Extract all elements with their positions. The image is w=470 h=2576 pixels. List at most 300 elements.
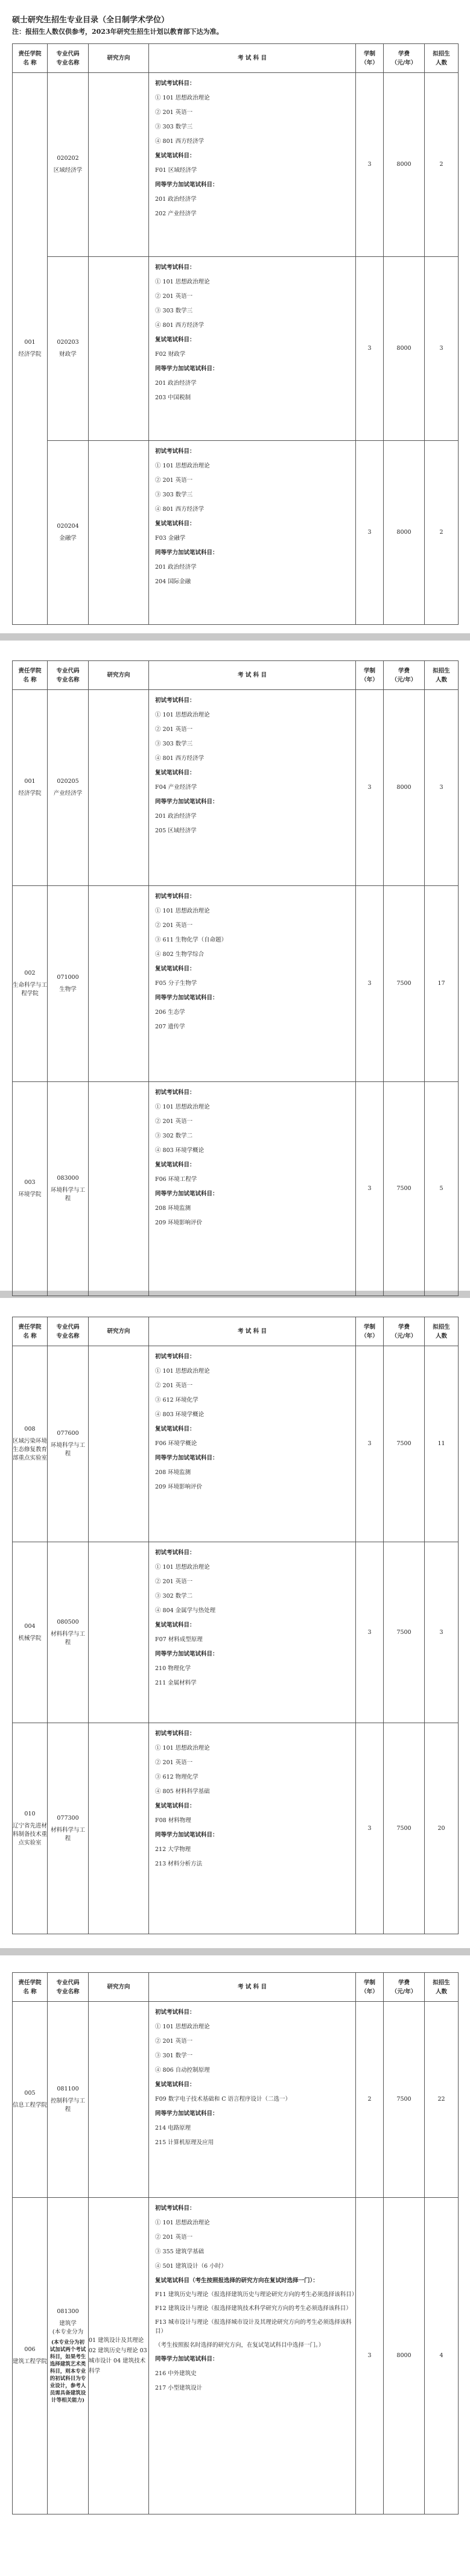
subject-item: ① 101 思想政治理论: [155, 1104, 210, 1110]
subject-item: F09 数字电子技术基础和 C 语言程序设计（二选一）: [155, 2096, 291, 2103]
header-quota-line: 人数: [435, 1332, 447, 1340]
page-title: 硕士研究生招生专业目录（全日制学术学位）: [12, 16, 170, 25]
header-college-line: 名 称: [23, 1332, 37, 1340]
subject-item: ② 201 英语一: [155, 1382, 193, 1389]
subject-item: 210 物理化学: [155, 1665, 191, 1672]
major-code: 020204: [57, 523, 79, 530]
major-cell: [48, 1542, 89, 1723]
header-subjects: [149, 44, 356, 73]
college-name: 信息工程学院: [13, 2102, 48, 2109]
header-fee-line: 学费: [398, 1979, 410, 1986]
subject-item: F01 区域经济学: [155, 167, 197, 174]
header-college: [13, 44, 48, 73]
subject-item: ① 101 思想政治理论: [155, 1564, 210, 1571]
catalog-table: [12, 660, 459, 1296]
direction-cell: [89, 1723, 149, 1934]
header-length: [356, 44, 384, 73]
college-code: 001: [24, 778, 36, 785]
subject-heading: 初试考试科目：: [155, 1549, 195, 1556]
header-length-line: （年）: [361, 59, 378, 66]
college-cell: [13, 2198, 48, 2514]
quota-cell: 2: [425, 73, 459, 257]
subjects-cell: [149, 2198, 356, 2514]
subject-item: ② 201 英语一: [155, 922, 193, 929]
subject-item: ④ 806 自动控制原理: [155, 2067, 210, 2074]
subject-item: ① 101 思想政治理论: [155, 1745, 210, 1752]
major-name: 程: [65, 1451, 71, 1457]
quota-cell: 3: [425, 690, 459, 886]
major-name: 金融学: [59, 535, 77, 542]
header-major: [48, 1317, 89, 1346]
subject-heading: 同等学力加试笔试科目：: [155, 2356, 218, 2362]
major-name: 控制科学与工: [50, 2098, 85, 2104]
subject-item: ④ 801 西方经济学: [155, 755, 205, 762]
header-fee-line: （元/年）: [391, 59, 417, 66]
header-subjects: [149, 1973, 356, 2002]
header-length-line: 学制: [363, 50, 375, 57]
subject-heading: 同等学力加试笔试科目：: [155, 799, 218, 805]
subjects-cell: [149, 1542, 356, 1723]
college-code: 005: [24, 2090, 36, 2097]
major-name: 环境科学与工: [50, 1187, 85, 1194]
subject-item: F12 建筑设计与理论（报选择建筑技术科学研究方向的考生必须选择该科目）: [155, 2305, 352, 2312]
subject-item: 203 中国税制: [155, 394, 191, 401]
length-cell: 3: [356, 1346, 384, 1542]
table-row: [13, 886, 459, 1082]
major-name: 产业经济学: [53, 790, 83, 797]
college-code: 008: [24, 1426, 36, 1432]
subject-item: 213 材料分析方法: [155, 1861, 203, 1867]
major-cell: [48, 886, 89, 1082]
subject-heading: 复试笔试科目：: [155, 1803, 195, 1809]
subject-heading: 同等学力加试笔试科目：: [155, 2110, 218, 2117]
header-direction: [89, 44, 149, 73]
subject-heading: 复试笔试科目：: [155, 1162, 195, 1168]
length-cell: 3: [356, 1082, 384, 1296]
college-cell: [13, 1346, 48, 1542]
header-major: [48, 1973, 89, 2002]
header-major-line: 专业代码: [56, 1979, 80, 1986]
header-college-line: 名 称: [23, 1988, 37, 1995]
subject-heading: 初试考试科目：: [155, 893, 195, 900]
subject-heading: 同等学力加试笔试科目：: [155, 1191, 218, 1197]
header-major: [48, 661, 89, 690]
major-code: 077600: [57, 1430, 79, 1437]
subject-heading: 复试笔试科目：: [155, 521, 195, 527]
subject-item: 202 产业经济学: [155, 210, 197, 217]
subject-item: ① 101 思想政治理论: [155, 95, 210, 101]
college-name: 辽宁省先进材: [13, 1822, 48, 1829]
quota-cell: 20: [425, 1723, 459, 1934]
header-quota-line: 拟招生: [433, 667, 450, 674]
subjects-cell: [149, 2002, 356, 2198]
college-cell: [13, 886, 48, 1082]
header-subjects-line: 考 试 科 目: [238, 672, 267, 679]
direction-cell: [89, 1542, 149, 1723]
subject-heading: 同等学力加试笔试科目：: [155, 549, 218, 556]
subject-item: F03 金融学: [155, 535, 186, 542]
subject-item: ④ 802 生物学综合: [155, 951, 205, 958]
table-row: [13, 257, 459, 441]
header-fee-line: 学费: [398, 50, 410, 57]
table-row: [13, 73, 459, 257]
subject-item: F07 材料成型原理: [155, 1636, 203, 1643]
page-note: 注：报招生人数仅供参考，2023年研究生招生计划以教育部下达为准。: [12, 28, 223, 36]
subject-item: ② 201 英语一: [155, 1578, 193, 1585]
direction-cell: [89, 257, 149, 441]
header-fee-line: 学费: [398, 667, 410, 674]
subject-item: 214 电路原理: [155, 2125, 191, 2131]
header-length: [356, 1973, 384, 2002]
subjects-cell: [149, 1346, 356, 1542]
college-code: 002: [24, 970, 36, 976]
subject-heading: 同等学力加试笔试科目：: [155, 182, 218, 188]
header-major-line: 专业名称: [56, 1988, 80, 1995]
subjects-cell: [149, 690, 356, 886]
major-code: 083000: [57, 1175, 79, 1182]
subject-item: F13 城市设计与理论（报选择城市设计及其理论研究方向的考生必须选择该科目）: [155, 2319, 352, 2335]
header-length-line: （年）: [361, 1332, 378, 1340]
major-code: 020203: [57, 339, 79, 346]
header-college-line: 责任学院: [18, 1323, 42, 1331]
subjects-cell: [149, 886, 356, 1082]
subject-item: ④ 803 环境学概论: [155, 1147, 205, 1154]
header-subjects: [149, 661, 356, 690]
header-length: [356, 661, 384, 690]
subject-item: ③ 303 数学三: [155, 308, 193, 314]
header-major-line: 专业名称: [56, 676, 80, 683]
major-cell: [48, 441, 89, 625]
subject-item: 209 环境影响评价: [155, 1484, 203, 1490]
subject-item: 201 政治经济学: [155, 564, 197, 571]
header-subjects-line: 考 试 科 目: [238, 55, 267, 62]
fee-cell: 7500: [384, 1723, 425, 1934]
header-quota-line: 人数: [435, 1988, 447, 1995]
length-cell: 3: [356, 1542, 384, 1723]
subject-item: ④ 801 西方经济学: [155, 138, 205, 145]
header-college: [13, 1317, 48, 1346]
header-direction-line: 研究方向: [107, 55, 130, 62]
subjects-cell: [149, 73, 356, 257]
major-code: 081300: [57, 2308, 79, 2315]
major-cell: [48, 257, 89, 441]
header-fee-line: （元/年）: [391, 676, 417, 683]
header-subjects-line: 考 试 科 目: [238, 1984, 267, 1990]
subjects-cell: [149, 1082, 356, 1296]
subject-item: ② 201 英语一: [155, 726, 193, 733]
header-college: [13, 1973, 48, 2002]
subject-item: ② 201 英语一: [155, 109, 193, 116]
major-name: 材料科学与工: [50, 1630, 85, 1638]
subject-item: ③ 355 建筑学基础: [155, 2248, 205, 2255]
major-code: 080500: [57, 1618, 79, 1625]
subject-item: F08 材料物理: [155, 1817, 191, 1824]
subject-heading: 复试笔试科目：: [155, 770, 195, 776]
page-separator: [0, 633, 470, 641]
header-major-line: 专业名称: [56, 59, 80, 66]
table-row: [13, 690, 459, 886]
subject-heading: 同等学力加试笔试科目：: [155, 1651, 218, 1657]
college-name: 经济学院: [18, 351, 42, 358]
subject-item: ③ 303 数学三: [155, 492, 193, 498]
college-cell: [13, 2002, 48, 2198]
subject-item: F02 财政学: [155, 351, 186, 358]
subject-item: ① 101 思想政治理论: [155, 2024, 210, 2030]
header-fee: [384, 661, 425, 690]
direction-cell: [89, 886, 149, 1082]
subject-item: ③ 301 数学一: [155, 2052, 193, 2059]
direction-cell: [89, 690, 149, 886]
quota-cell: 5: [425, 1082, 459, 1296]
subject-item: F06 环境工程学: [155, 1176, 197, 1183]
subject-heading: 复试笔试科目：: [155, 1426, 195, 1432]
header-length-line: 学制: [363, 1979, 375, 1986]
direction-cell: [89, 1346, 149, 1542]
length-cell: 3: [356, 257, 384, 441]
subject-item: F06 环境学概论: [155, 1440, 197, 1447]
subject-item: （考生按照报名时选择的研究方向，在复试笔试科目中选择一门。）: [155, 2342, 325, 2349]
header-fee: [384, 1317, 425, 1346]
subject-item: ① 101 思想政治理论: [155, 279, 210, 285]
college-cell: [13, 1082, 48, 1296]
header-quota-line: 拟招生: [433, 50, 450, 57]
header-direction: [89, 1973, 149, 2002]
college-name: 建筑工程学院: [13, 2358, 48, 2365]
college-code: 006: [24, 2346, 36, 2353]
subject-item: ③ 303 数学三: [155, 124, 193, 130]
college-name: 料制备技术重: [13, 1831, 48, 1838]
header-fee: [384, 44, 425, 73]
fee-cell: 8000: [384, 2198, 425, 2514]
fee-cell: 8000: [384, 73, 425, 257]
subject-heading: 复试笔试科目：: [155, 1622, 195, 1628]
major-name: 程: [65, 1195, 71, 1202]
table-row: [13, 2198, 459, 2514]
subject-item: ③ 612 物理化学: [155, 1774, 198, 1780]
direction-cell: 01 建筑设计及其理论 02 建筑历史与理论 03 城市设计 04 建筑技术科学: [89, 2198, 149, 2514]
subjects-cell: [149, 257, 356, 441]
subject-item: 216 中外建筑史: [155, 2370, 197, 2377]
fee-cell: 8000: [384, 257, 425, 441]
major-cell: [48, 73, 89, 257]
subject-heading: 初试考试科目：: [155, 697, 195, 704]
major-cell: [48, 2198, 89, 2514]
major-code: 081100: [57, 2086, 79, 2092]
direction-cell: [89, 2002, 149, 2198]
subject-item: 201 政治经济学: [155, 813, 197, 820]
major-cell: [48, 1346, 89, 1542]
subject-item: 204 国际金融: [155, 578, 191, 585]
header-quota: [425, 1973, 459, 2002]
length-cell: 3: [356, 886, 384, 1082]
subject-item: ① 101 思想政治理论: [155, 908, 210, 914]
subject-item: ③ 302 数学二: [155, 1133, 193, 1139]
college-cell: [13, 690, 48, 886]
subject-heading: 初试考试科目：: [155, 1089, 195, 1096]
subject-item: ② 201 英语一: [155, 2038, 193, 2045]
subject-item: ② 201 英语一: [155, 1759, 193, 1766]
header-quota: [425, 661, 459, 690]
header-quota: [425, 1317, 459, 1346]
subject-item: 206 生态学: [155, 1009, 185, 1016]
college-name: 生态修复教育: [13, 1446, 48, 1453]
college-code: 003: [24, 1179, 36, 1186]
subject-heading: 复试笔试科目：: [155, 966, 195, 972]
major-note: (本专业分为初试加试两个考试科目，如果考生选择建筑艺术类科目，则本专业的初试科目为专业设计，参考人员需具备建筑设计等相关能力): [49, 2340, 86, 2404]
length-cell: 3: [356, 441, 384, 625]
header-fee-line: （元/年）: [391, 1332, 417, 1340]
header-major-line: 专业代码: [56, 1323, 80, 1331]
catalog-table: [12, 43, 459, 625]
header-quota-line: 人数: [435, 59, 447, 66]
major-name: 材料科学与工: [50, 1826, 85, 1834]
length-cell: 3: [356, 2198, 384, 2514]
quota-cell: 17: [425, 886, 459, 1082]
header-fee-line: 学费: [398, 1323, 410, 1331]
quota-cell: 2: [425, 441, 459, 625]
table-row: [13, 1542, 459, 1723]
quota-cell: 3: [425, 1542, 459, 1723]
subject-heading: 初试考试科目：: [155, 80, 195, 87]
subject-item: 212 大学物理: [155, 1846, 191, 1853]
subject-heading: 同等学力加试笔试科目：: [155, 995, 218, 1001]
table-row: [13, 441, 459, 625]
subject-item: ④ 804 金属学与热处理: [155, 1607, 216, 1614]
subject-item: 205 区域经济学: [155, 828, 197, 834]
subject-heading: 同等学力加试笔试科目：: [155, 1832, 218, 1838]
subject-item: ④ 805 材料科学基础: [155, 1788, 210, 1795]
major-name: (本专业分为: [52, 2329, 84, 2335]
header-major-line: 专业代码: [56, 50, 80, 57]
major-name: 生物学: [59, 986, 77, 993]
major-code: 020202: [57, 155, 79, 162]
subject-item: ④ 803 环境学概论: [155, 1411, 205, 1418]
header-quota-line: 拟招生: [433, 1979, 450, 1986]
college-code: 004: [24, 1622, 36, 1630]
header-length-line: （年）: [361, 676, 378, 683]
header-fee: [384, 1973, 425, 2002]
major-code: 020205: [57, 778, 79, 785]
college-name: 机械学院: [18, 1635, 42, 1642]
subject-item: 208 环境监测: [155, 1205, 191, 1212]
subject-item: F05 分子生物学: [155, 980, 197, 987]
subject-item: 201 政治经济学: [155, 196, 197, 203]
header-subjects: [149, 1317, 356, 1346]
header-direction-line: 研究方向: [107, 672, 130, 679]
major-name: 建筑学: [59, 2320, 77, 2327]
major-cell: [48, 1723, 89, 1934]
subject-item: ④ 801 西方经济学: [155, 322, 205, 329]
subject-item: ④ 501 建筑设计（6 小时）: [155, 2263, 227, 2270]
subject-heading: 复试笔试科目（考生按照报选择的研究方向在复试时选择一门）：: [155, 2277, 319, 2284]
major-name: 程: [65, 1639, 71, 1646]
header-direction: [89, 661, 149, 690]
subject-heading: 复试笔试科目：: [155, 2081, 195, 2088]
subject-item: 208 环境监测: [155, 1469, 191, 1476]
subject-item: 217 小型建筑设计: [155, 2385, 203, 2391]
college-name: 生命科学与工: [13, 982, 48, 989]
direction-cell: [89, 73, 149, 257]
college-cell: [13, 1723, 48, 1934]
catalog-table: [12, 1972, 459, 2514]
major-name: 程: [65, 2106, 71, 2113]
subject-item: 207 遗传学: [155, 1024, 185, 1030]
major-name: 程: [65, 1835, 71, 1842]
subject-heading: 复试笔试科目：: [155, 337, 195, 343]
subject-item: F11 建筑历史与理论（报选择建筑历史与理论研究方向的考生必须选择该科目）: [155, 2291, 358, 2298]
subjects-cell: [149, 1723, 356, 1934]
major-cell: [48, 1082, 89, 1296]
college-name: 区域污染环境: [13, 1438, 48, 1445]
subject-item: F04 产业经济学: [155, 784, 197, 791]
header-major-line: 专业代码: [56, 667, 80, 674]
direction-cell: [89, 441, 149, 625]
subject-heading: 初试考试科目：: [155, 448, 195, 455]
fee-cell: 7500: [384, 886, 425, 1082]
major-name: 区域经济学: [53, 167, 83, 174]
subject-item: ③ 611 生物化学（自命题）: [155, 937, 227, 943]
header-subjects-line: 考 试 科 目: [238, 1328, 267, 1335]
quota-cell: 4: [425, 2198, 459, 2514]
length-cell: 3: [356, 1723, 384, 1934]
length-cell: 3: [356, 73, 384, 257]
subjects-cell: [149, 441, 356, 625]
header-college-line: 名 称: [23, 59, 37, 66]
subject-item: ① 101 思想政治理论: [155, 712, 210, 718]
college-name: 部重点实验室: [13, 1455, 48, 1461]
subject-item: ③ 303 数学三: [155, 741, 193, 747]
subject-item: ④ 801 西方经济学: [155, 506, 205, 513]
major-name: 环境科学与工: [50, 1442, 85, 1449]
header-length-line: 学制: [363, 1323, 375, 1331]
major-cell: [48, 690, 89, 886]
header-major: [48, 44, 89, 73]
fee-cell: 8000: [384, 690, 425, 886]
subject-item: ② 201 英语一: [155, 2234, 193, 2241]
subject-item: ① 101 思想政治理论: [155, 1368, 210, 1375]
subject-item: ① 101 思想政治理论: [155, 2220, 210, 2226]
length-cell: 2: [356, 2002, 384, 2198]
college-name: 点实验室: [18, 1839, 42, 1846]
subject-heading: 同等学力加试笔试科目：: [155, 366, 218, 372]
subject-item: ③ 302 数学二: [155, 1593, 193, 1600]
subject-item: 201 政治经济学: [155, 380, 197, 387]
subject-item: ② 201 英语一: [155, 477, 193, 484]
header-college-line: 名 称: [23, 676, 37, 683]
header-direction-line: 研究方向: [107, 1984, 130, 1990]
header-quota: [425, 44, 459, 73]
page-separator: [0, 1948, 470, 1955]
fee-cell: 7500: [384, 1082, 425, 1296]
header-length: [356, 1317, 384, 1346]
subject-heading: 初试考试科目：: [155, 1353, 195, 1360]
header-direction-line: 研究方向: [107, 1328, 130, 1335]
header-major-line: 专业名称: [56, 1332, 80, 1340]
subject-heading: 同等学力加试笔试科目：: [155, 1455, 218, 1461]
header-college: [13, 661, 48, 690]
subject-heading: 初试考试科目：: [155, 2009, 195, 2016]
header-college-line: 责任学院: [18, 50, 42, 57]
subject-item: ① 101 思想政治理论: [155, 463, 210, 469]
subject-item: ③ 612 环境化学: [155, 1397, 198, 1404]
college-code: 001: [24, 339, 36, 346]
table-row: [13, 2002, 459, 2198]
header-fee-line: （元/年）: [391, 1988, 417, 1995]
college-cell: [13, 73, 48, 625]
catalog-table: [12, 1317, 459, 1934]
header-quota-line: 人数: [435, 676, 447, 683]
header-length-line: 学制: [363, 667, 375, 674]
